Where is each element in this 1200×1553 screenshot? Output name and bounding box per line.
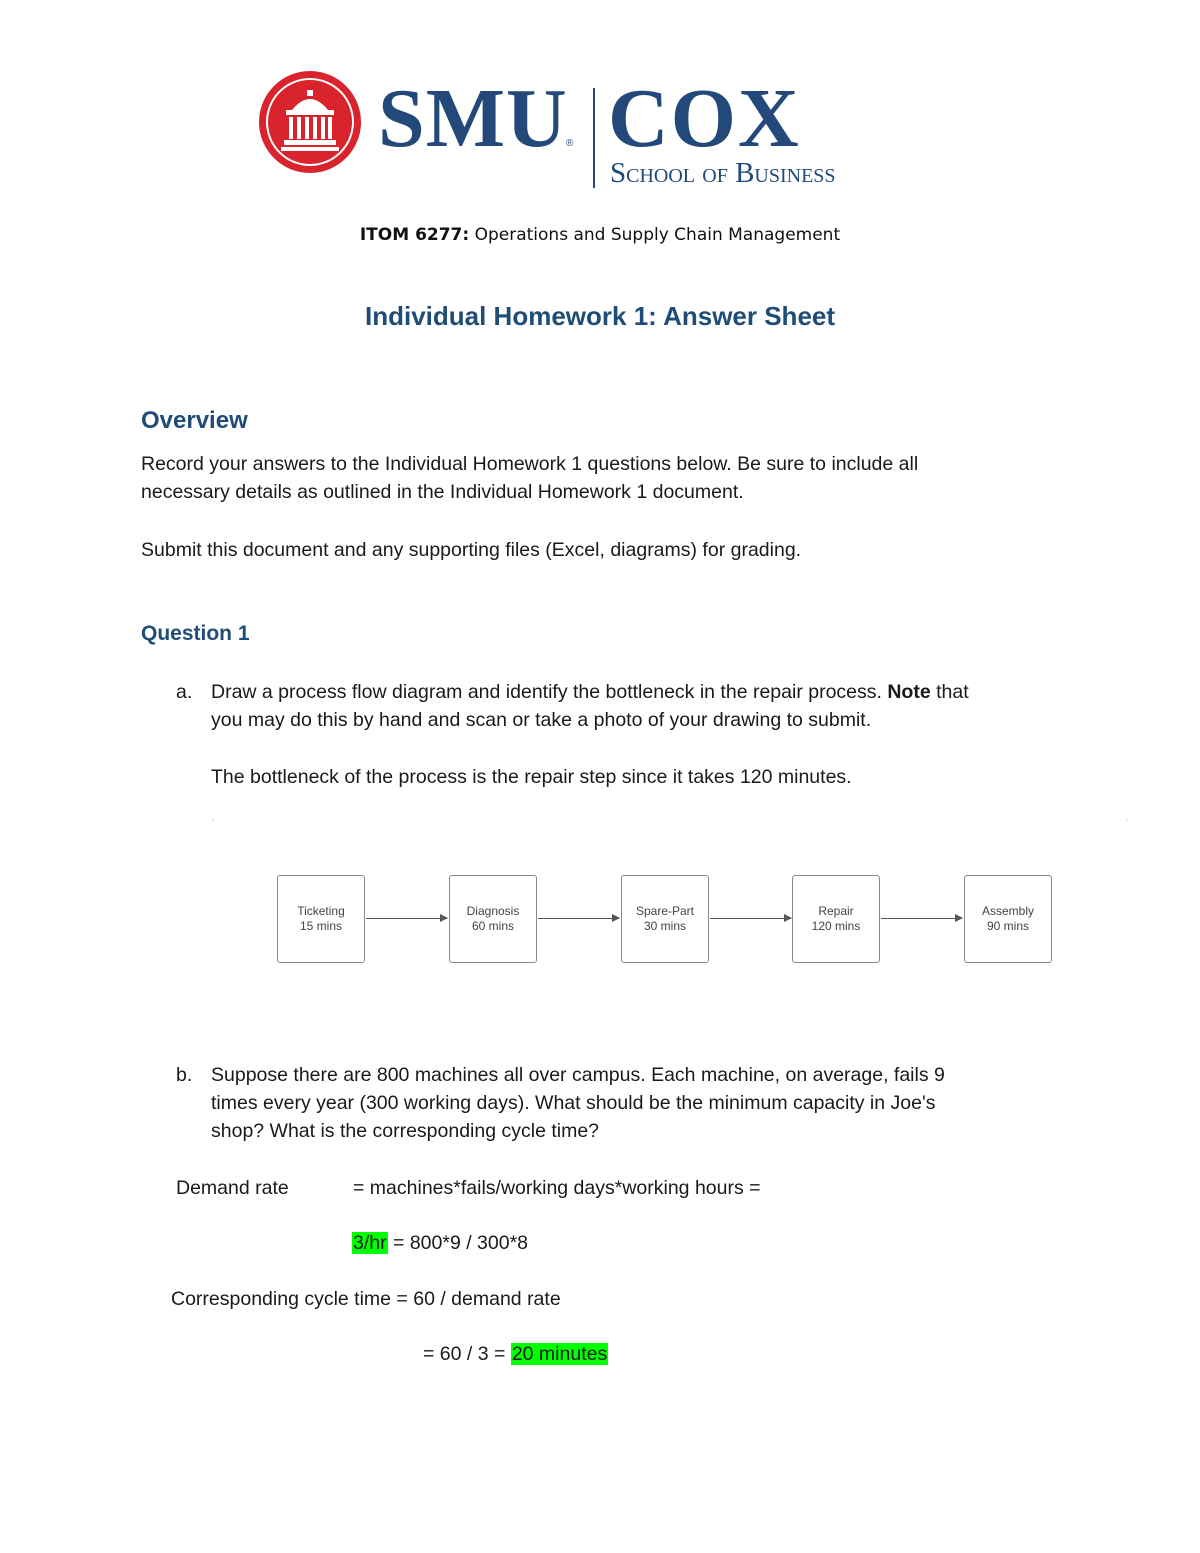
overview-heading: Overview: [141, 407, 248, 434]
cycle-time-value-highlight: 20 minutes: [511, 1343, 608, 1365]
flow-step-name: Spare-Part: [635, 904, 695, 918]
flow-step-name: Ticketing: [297, 904, 345, 918]
question-a-line-2: you may do this by hand and scan or take a photo of your drawing to submit.: [211, 709, 872, 731]
course-code: ITOM 6277:: [359, 225, 470, 245]
demand-rate-calc: = 800*9 / 300*8: [387, 1232, 529, 1254]
logo-school-text: School of Business: [610, 157, 836, 189]
question-a-text: Draw a process flow diagram and identify the bottleneck in the repair process.: [211, 681, 888, 703]
demand-rate-answer: [352, 1229, 528, 1257]
flow-step-repair: [792, 875, 880, 963]
flow-step-time: 60 mins: [471, 919, 515, 933]
question-a-marker: a.: [176, 681, 193, 703]
logo-registered-mark: ®: [566, 138, 574, 149]
flow-arrow: [366, 918, 447, 919]
cycle-time-calc: = 60 / 3 =: [423, 1343, 511, 1365]
demand-rate-label: Demand rate: [176, 1177, 289, 1199]
flow-step-spare-part: [621, 875, 709, 963]
smu-seal-logo: [258, 70, 362, 174]
flow-step-name: Diagnosis: [466, 904, 520, 918]
dot-mark-right: .: [1126, 814, 1129, 823]
flow-arrow: [710, 918, 791, 919]
overview-text-line-1: Record your answers to the Individual Homework 1 questions below. Be sure to include all: [141, 453, 919, 475]
flow-step-time: 120 mins: [811, 919, 861, 933]
logo-smu-text: SMU: [378, 72, 568, 165]
course-name: Operations and Supply Chain Management: [469, 225, 841, 245]
question-b-line-2: times every year (300 working days). What should be the minimum capacity in Joe's: [211, 1092, 936, 1114]
overview-text-line-2: necessary details as outlined in the Individual Homework 1 document.: [141, 481, 744, 503]
demand-rate-formula: = machines*fails/working days*working hours =: [353, 1177, 761, 1199]
page-title: Individual Homework 1: Answer Sheet: [364, 301, 836, 331]
flow-arrow: [538, 918, 619, 919]
cycle-time-answer: [423, 1340, 608, 1368]
flow-step-diagnosis: [449, 875, 537, 963]
flow-step-time: 15 mins: [299, 919, 343, 933]
question-1-heading: Question 1: [141, 622, 250, 645]
question-a-text-end: that: [930, 681, 969, 703]
course-line: [0, 224, 1200, 246]
flow-step-assembly: [964, 875, 1052, 963]
dot-mark-left: .: [212, 814, 215, 823]
cycle-time-label: Corresponding cycle time = 60 / demand rate: [171, 1288, 561, 1310]
logo-divider: [593, 88, 595, 188]
logo-cox-text: COX: [608, 72, 801, 165]
flow-step-name: Repair: [818, 904, 854, 918]
bottleneck-answer: The bottleneck of the process is the repair step since it takes 120 minutes.: [211, 766, 852, 788]
flow-step-time: 90 mins: [986, 919, 1030, 933]
note-bold: Note: [887, 681, 931, 703]
flow-step-ticketing: [277, 875, 365, 963]
overview-submit-text: Submit this document and any supporting files (Excel, diagrams) for grading.: [141, 539, 802, 561]
question-b-marker: b.: [176, 1064, 193, 1086]
flow-arrow: [881, 918, 962, 919]
flow-step-time: 30 mins: [643, 919, 687, 933]
flow-step-name: Assembly: [981, 904, 1034, 918]
question-b-line-3: shop? What is the corresponding cycle time?: [211, 1120, 600, 1142]
question-b-line-1: Suppose there are 800 machines all over campus. Each machine, on average, fails 9: [211, 1064, 945, 1086]
demand-rate-value-highlight: 3/hr: [353, 1232, 387, 1254]
question-a-line-1: [211, 678, 969, 706]
